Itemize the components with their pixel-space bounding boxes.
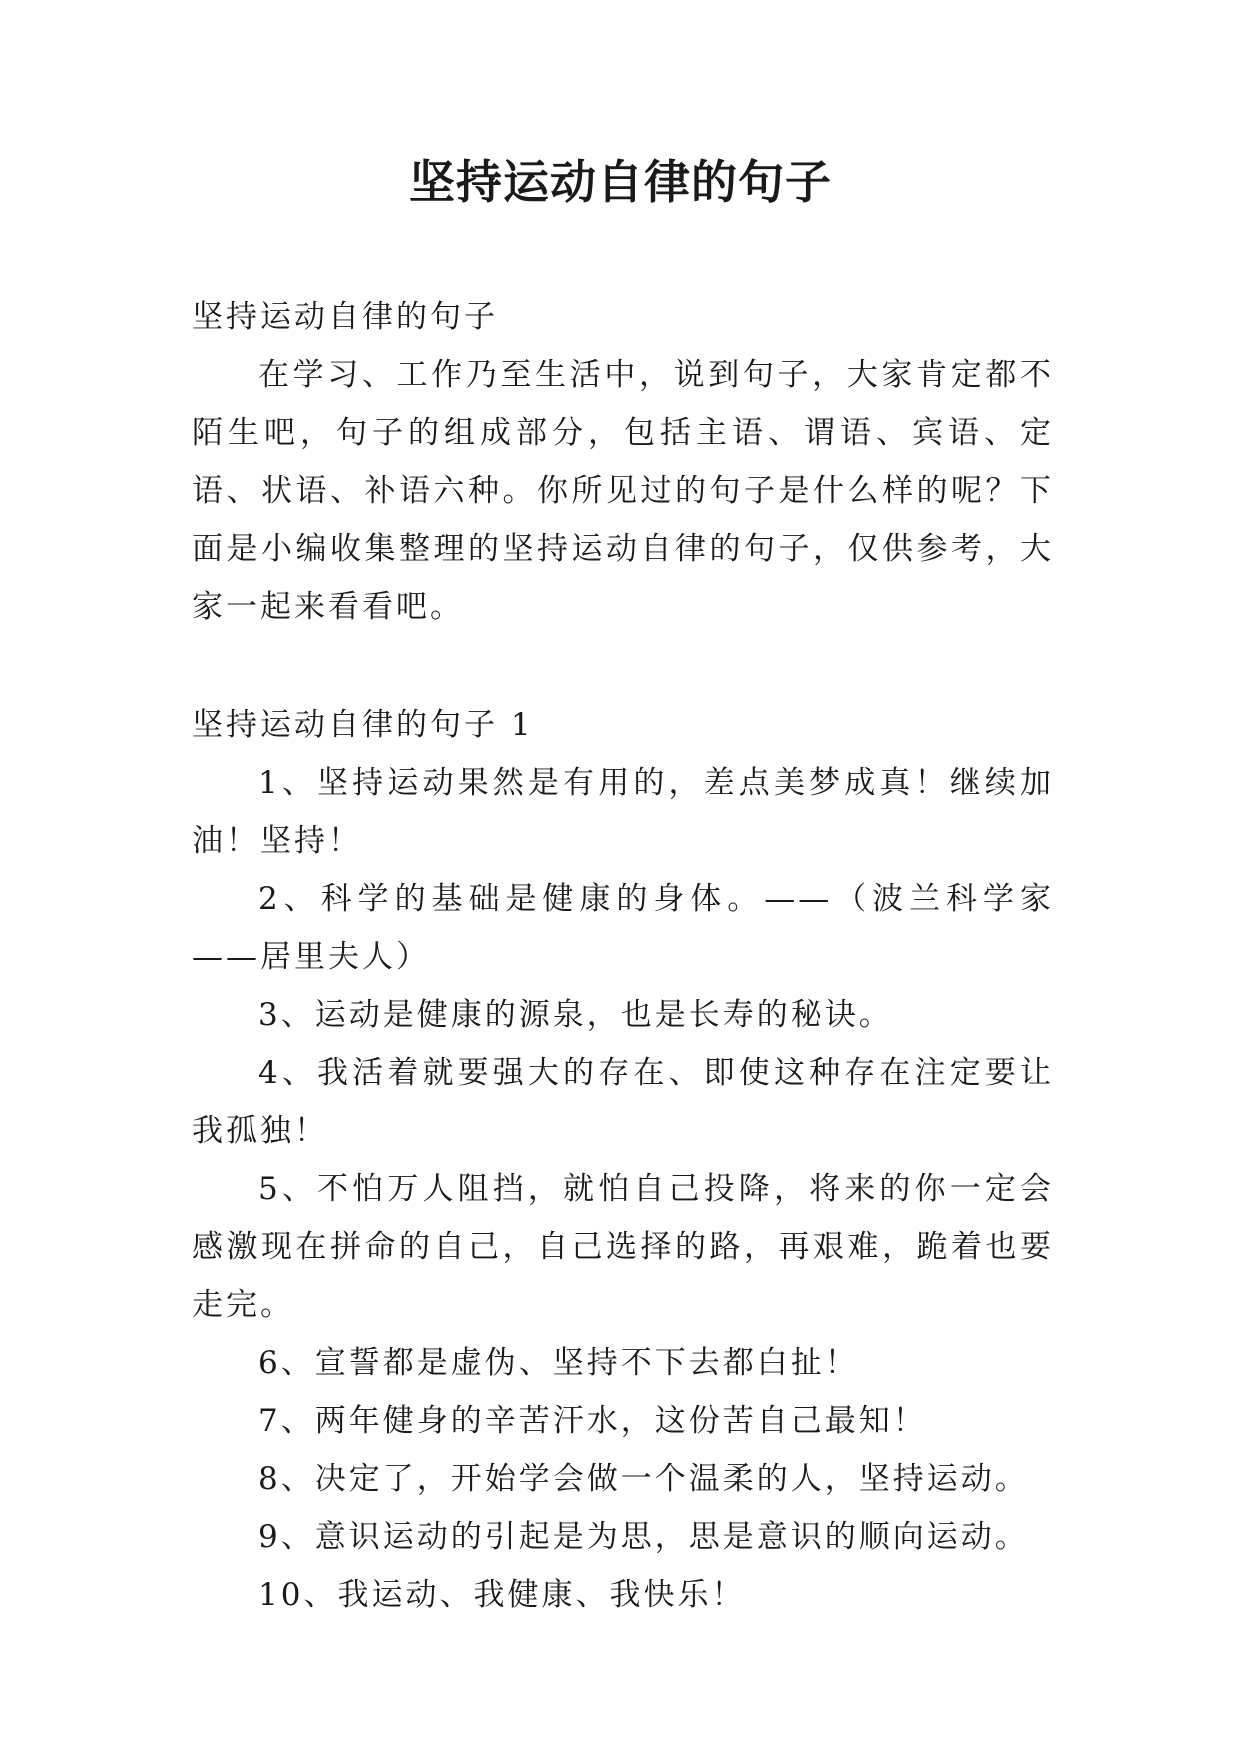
intro-paragraph: 在学习、工作乃至生活中，说到句子，大家肯定都不陌生吧，句子的组成部分，包括主语、谓语、宾语、定语、状语、补语六种。你所见过的句子是什么样的呢？下面是小编收集整理的坚持运动自律的句子，仅供参考，大家一起来看看吧。 <box>192 357 1054 625</box>
list-item: 2、科学的基础是健康的身体。——（波兰科学家——居里夫人） <box>192 881 1054 975</box>
list-item: 8、决定了，开始学会做一个温柔的人，坚持运动。 <box>258 1461 1029 1497</box>
section-heading: 坚持运动自律的句子 1 <box>192 707 534 743</box>
list-item: 7、两年健身的辛苦汗水，这份苦自己最知！ <box>258 1403 927 1439</box>
list-item: 6、宣誓都是虚伪、坚持不下去都白扯！ <box>258 1345 859 1381</box>
document-subtitle: 坚持运动自律的句子 <box>192 299 498 335</box>
list-item: 9、意识运动的引起是为思，思是意识的顺向运动。 <box>258 1519 1029 1555</box>
list-item: 1、坚持运动果然是有用的，差点美梦成真！继续加油！坚持！ <box>192 765 1054 859</box>
list-item: 3、运动是健康的源泉，也是长寿的秘诀。 <box>258 997 893 1033</box>
list-item: 4、我活着就要强大的存在、即使这种存在注定要让我孤独！ <box>192 1055 1054 1149</box>
list-item: 10、我运动、我健康、我快乐！ <box>258 1577 746 1613</box>
sentence-list <box>192 754 1054 1624</box>
page-title: 坚持运动自律的句子 <box>409 155 832 209</box>
list-item: 5、不怕万人阻挡，就怕自己投降，将来的你一定会感激现在拼命的自己，自己选择的路，再艰难，跪着也要走完。 <box>192 1171 1054 1323</box>
